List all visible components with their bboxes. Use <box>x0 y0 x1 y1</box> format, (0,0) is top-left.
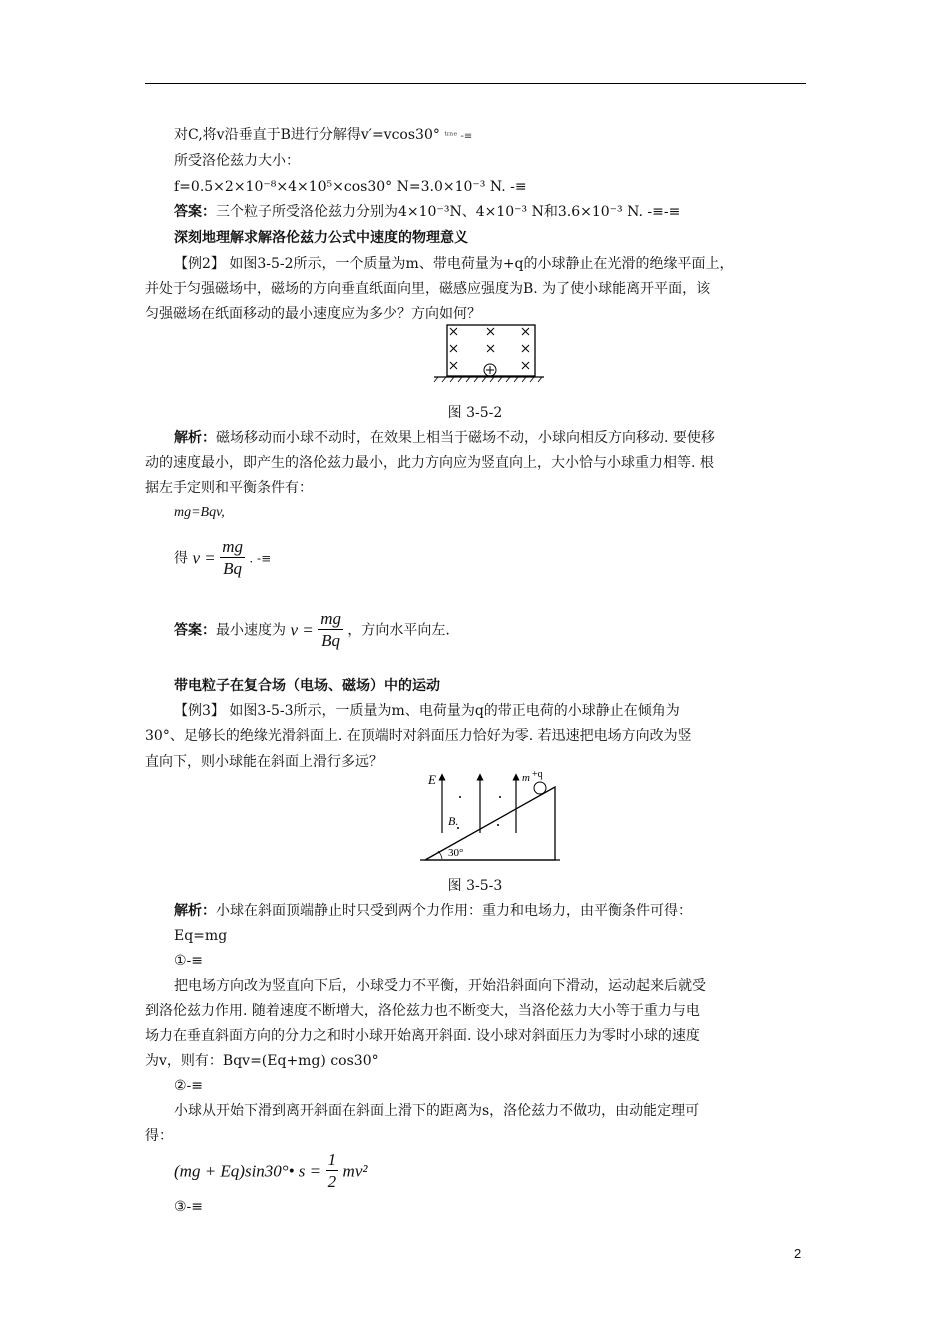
equation-number: ②-≡ <box>174 1078 204 1094</box>
angle-label: 30° <box>448 847 464 859</box>
text-line: 匀强磁场在纸面移动的最小速度应为多少？方向如何？ <box>145 306 481 322</box>
section-heading: 深刻地理解求解洛伦兹力公式中速度的物理意义 <box>174 230 468 246</box>
equation-number: ①-≡ <box>174 953 204 969</box>
mass-label: m <box>522 772 530 784</box>
text-line: 所受洛伦兹力大小： <box>174 153 300 169</box>
equation: mg=Bqv, <box>174 505 225 520</box>
solution-line: 解析：小球在斜面顶端静止时只受到两个力作用：重力和电场力，由平衡条件可得： <box>174 903 692 919</box>
text-line: 到洛伦兹力作用. 随着速度不断增大，洛伦兹力也不断变大，当洛伦兹力大小等于重力与电 <box>145 1003 700 1019</box>
section-heading: 带电粒子在复合场（电场、磁场）中的运动 <box>174 678 440 694</box>
answer-line: 答案：最小速度为 v = $\frac{mg}{Bq}$ ，方向水平向左. <box>174 609 450 650</box>
answer-line: 答案：三个粒子所受洛伦兹力分别为4×10⁻³N、4×10⁻³ N和3.6×10⁻³ N. -≡-≡ <box>174 204 681 220</box>
solution-line: 解析：磁场移动而小球不动时，在效果上相当于磁场不动，小球向相反方向移动. 要使移 <box>174 430 715 446</box>
text-line: 直向下，则小球能在斜面上滑行多远？ <box>145 754 383 770</box>
equation: Eq=mg <box>174 928 228 944</box>
text-line: 动的速度最小，即产生的洛伦兹力最小，此力方向应为竖直向上，大小恰与小球重力相等. 根 <box>145 455 714 471</box>
figure-3-5-3 <box>420 765 565 865</box>
text-line: 得： <box>145 1128 173 1144</box>
equation-number: ③-≡ <box>174 1199 204 1215</box>
text-line: 【例3】 如图3-5-3所示，一质量为m、电荷量为q的带正电荷的小球静止在倾角为 <box>174 703 680 719</box>
text-line: 并处于匀强磁场中，磁场的方向垂直纸面向里，磁感应强度为B. 为了使小球能离开平面，该 <box>145 281 711 297</box>
text-line: f=0.5×2×10⁻⁸×4×10⁵×cos30° N=3.0×10⁻³ N. -≡ <box>174 179 527 195</box>
text-line: 对C,将v沿垂直于B进行分解得v′=vcos30° ᵗᶦⁿᵉ -≡ <box>174 127 473 143</box>
text-line: 30°、足够长的绝缘光滑斜面上. 在顶端时对斜面压力恰好为零. 若迅速把电场方向改为竖 <box>145 728 692 744</box>
text-line: 场力在垂直斜面方向的分力之和时小球开始离开斜面. 设小球对斜面压力为零时小球的速度 <box>145 1028 700 1044</box>
field-label: B. <box>448 814 459 828</box>
equation-line: (mg + Eq)sin30°• s = $\frac{1}{2}$ mv² <box>174 1150 368 1191</box>
text-line: 据左手定则和平衡条件有： <box>145 480 313 496</box>
text-line: 【例2】 如图3-5-2所示，一个质量为m、带电荷量为+q的小球静止在光滑的绝缘平面上， <box>174 256 734 272</box>
equation-line: 得 v = $\frac{mg}{Bq}$ . -≡ <box>174 537 272 578</box>
charge-label: +q <box>532 769 543 780</box>
header-rule <box>145 83 806 84</box>
page-number: 2 <box>794 1246 802 1261</box>
figure-caption: 图 3-5-3 <box>447 878 503 894</box>
text-line: 把电场方向改为竖直向下后，小球受力不平衡，开始沿斜面向下滑动，运动起来后就受 <box>174 978 706 994</box>
text-line: 小球从开始下滑到离开斜面在斜面上滑下的距离为s，洛伦兹力不做功，由动能定理可 <box>174 1103 700 1119</box>
figure-3-5-2 <box>432 320 547 384</box>
text-line: 为v，则有：Bqv=(Eq+mg) cos30° <box>145 1053 379 1069</box>
figure-caption: 图 3-5-2 <box>447 405 503 421</box>
field-label: E <box>428 772 436 787</box>
